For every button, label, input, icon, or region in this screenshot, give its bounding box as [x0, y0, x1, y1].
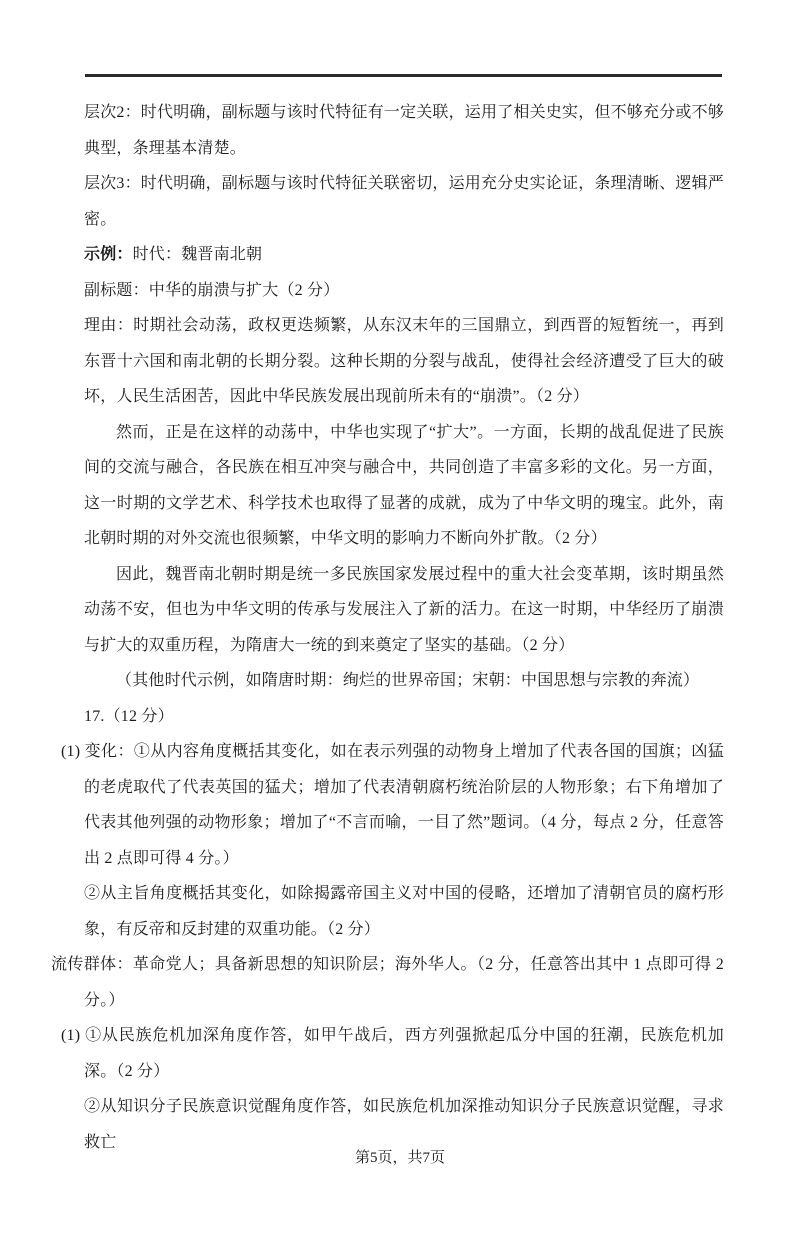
q17-part2-crisis-answer: (1) ①从民族危机加深角度作答，如甲午战后，西方列强掀起瓜分中国的狂潮，民族危机加深。（2 分） — [61, 1027, 724, 1080]
example-reason-paragraph: 理由：时期社会动荡，政权更迭频繁，从东汉末年的三国鼎立，到西晋的短暂统一，再到东晋十六国和南北朝的长期分裂。这种长期的分裂与战乱，使得社会经济遭受了巨大的破坏，人民生活困苦，因此中华民族发展出现前所未有的“崩溃”。（2 分） — [84, 317, 724, 405]
q17-part1-changes-answer: (1) 变化：①从内容角度概括其变化，如在表示列强的动物身上增加了代表各国的国旗；凶猛的老虎取代了代表英国的猛犬；增加了代表清朝腐朽统治阶层的人物形象；右下角增加了代表其他列强的动物形象；增加了“不言而喻，一目了然”题词。（4 分，每点 2 分，任意答出 2 点即可得 4 分。） — [61, 743, 724, 867]
rubric-level3-paragraph: 层次3：时代明确，副标题与该时代特征关联密切，运用充分史实论证，条理清晰、逻辑严密。 — [84, 175, 725, 228]
q17-spread-groups-answer: 流传群体：革命党人；具备新思想的知识阶层；海外华人。（2 分，任意答出其中 1 点即可得 2 分。） — [51, 956, 724, 1009]
question-17-header: 17.（12 分） — [84, 707, 174, 725]
example-subtitle-line: 副标题：中华的崩溃与扩大（2 分） — [84, 281, 340, 299]
q17-part2-awakening-answer: ②从知识分子民族意识觉醒角度作答，如民族危机加深推动知识分子民族意识觉醒，寻求救亡 — [84, 1098, 724, 1151]
example-era-text: 时代：魏晋南北朝 — [132, 246, 263, 263]
header-rule-divider — [85, 74, 722, 77]
example-label: 示例： — [84, 246, 133, 263]
other-era-examples-note: （其他时代示例，如隋唐时期：绚烂的世界帝国；宋朝：中国思想与宗教的奔流） — [116, 672, 700, 689]
example-expansion-paragraph: 然而，正是在这样的动荡中，中华也实现了“扩大”。一方面，长期的战乱促进了民族间的交流与融合，各民族在相互冲突与融合中，共同创造了丰富多彩的文化。另一方面，这一时期的文学艺术、科学技术也取得了显著的成就，成为了中华文明的瑰宝。此外，南北朝时期的对外交流也很频繁，中华文明的影响力不断向外扩散。（2 分） — [84, 423, 724, 547]
q17-part1-theme-answer: ②从主旨角度概括其变化，如除揭露帝国主义对中国的侵略，还增加了清朝官员的腐朽形象，有反帝和反封建的双重功能。（2 分） — [84, 885, 724, 938]
example-conclusion-paragraph: 因此，魏晋南北朝时期是统一多民族国家发展过程中的重大社会变革期，该时期虽然动荡不安，但也为中华文明的传承与发展注入了新的活力。在这一时期，中华经历了崩溃与扩大的双重历程，为隋唐大一统的到来奠定了坚实的基础。（2 分） — [84, 565, 724, 654]
rubric-level2-paragraph: 层次2：时代明确，副标题与该时代特征有一定关联，运用了相关史实，但不够充分或不够典型，条理基本清楚。 — [84, 104, 725, 157]
answer-key-content — [51, 95, 725, 1160]
example-era-line — [84, 237, 724, 273]
page-number: 第5页，共7页 — [354, 1150, 445, 1166]
